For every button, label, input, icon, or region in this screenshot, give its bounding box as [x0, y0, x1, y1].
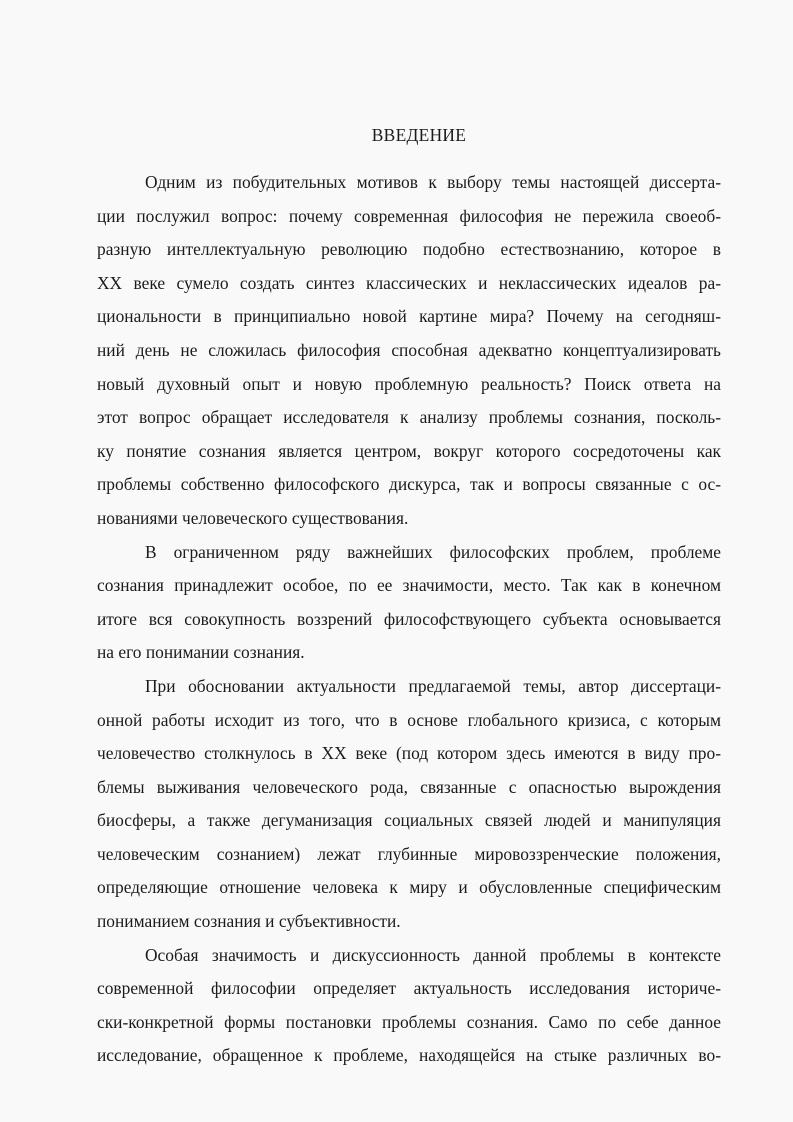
text-line: биосферы, а также дегуманизация социальных связей людей и манипуляция [97, 810, 721, 831]
text-line: При обосновании актуальности предлагаемой темы, автор диссертаци- [145, 675, 721, 696]
text-line: ку понятие сознания является центром, вокруг которого сосредоточены как [97, 440, 721, 461]
text-line: ний день не сложилась философия способная адекватно концептуализировать [97, 339, 721, 360]
text-line: итоге вся совокупность воззрений философствующего субъекта основывается [97, 608, 721, 629]
text-line: онной работы исходит из того, что в основе глобального кризиса, с которым [97, 709, 721, 730]
paragraph-2 [97, 536, 721, 670]
text-line: XX веке сумело создать синтез классических и неклассических идеалов ра- [97, 272, 721, 293]
text-line: Особая значимость и дискуссионность данной проблемы в контексте [145, 944, 721, 965]
text-line: современной философии определяет актуальность исследования историче- [97, 978, 721, 999]
text-line: сознания принадлежит особое, по ее значимости, место. Так как в конечном [97, 575, 721, 596]
text-line: ции послужил вопрос: почему современная философия не пережила своеоб- [97, 205, 721, 226]
text-line: исследование, обращенное к проблеме, находящейся на стыке различных во- [97, 1045, 721, 1066]
paragraph-3 [97, 670, 721, 939]
text-line: В ограниченном ряду важнейших философских проблем, проблеме [145, 541, 721, 562]
document-body [97, 122, 721, 1073]
text-line: человечество столкнулось в XX веке (под котором здесь имеются в виду про- [97, 743, 721, 764]
paragraph-4 [97, 939, 721, 1073]
text-line: на его понимании сознания. [97, 642, 305, 663]
text-line: новый духовный опыт и новую проблемную реальность? Поиск ответа на [97, 373, 721, 394]
text-line: этот вопрос обращает исследователя к анализу проблемы сознания, посколь- [97, 407, 721, 428]
text-line: ски-конкретной формы постановки проблемы сознания. Само по себе данное [97, 1011, 721, 1032]
text-line: проблемы собственно философского дискурса, так и вопросы связанные с ос- [97, 474, 721, 495]
text-line: нованиями человеческого существования. [97, 507, 409, 528]
paragraph-1 [97, 166, 721, 536]
text-line: Одним из побудительных мотивов к выбору темы настоящей диссерта- [145, 172, 721, 192]
page-title: ВВЕДЕНИЕ [371, 125, 467, 145]
text-line: человеческим сознанием) лежат глубинные мировоззренческие положения, [97, 843, 721, 864]
text-line: пониманием сознания и субъективности. [97, 911, 401, 932]
text-line: разную интеллектуальную революцию подобно естествознанию, которое в [97, 239, 721, 260]
text-line: блемы выживания человеческого рода, связанные с опасностью вырождения [97, 776, 721, 797]
text-line: определяющие отношение человека к миру и обусловленные специфическим [97, 877, 721, 898]
text-line: циональности в принципиально новой картине мира? Почему на сегодняш- [97, 306, 721, 327]
